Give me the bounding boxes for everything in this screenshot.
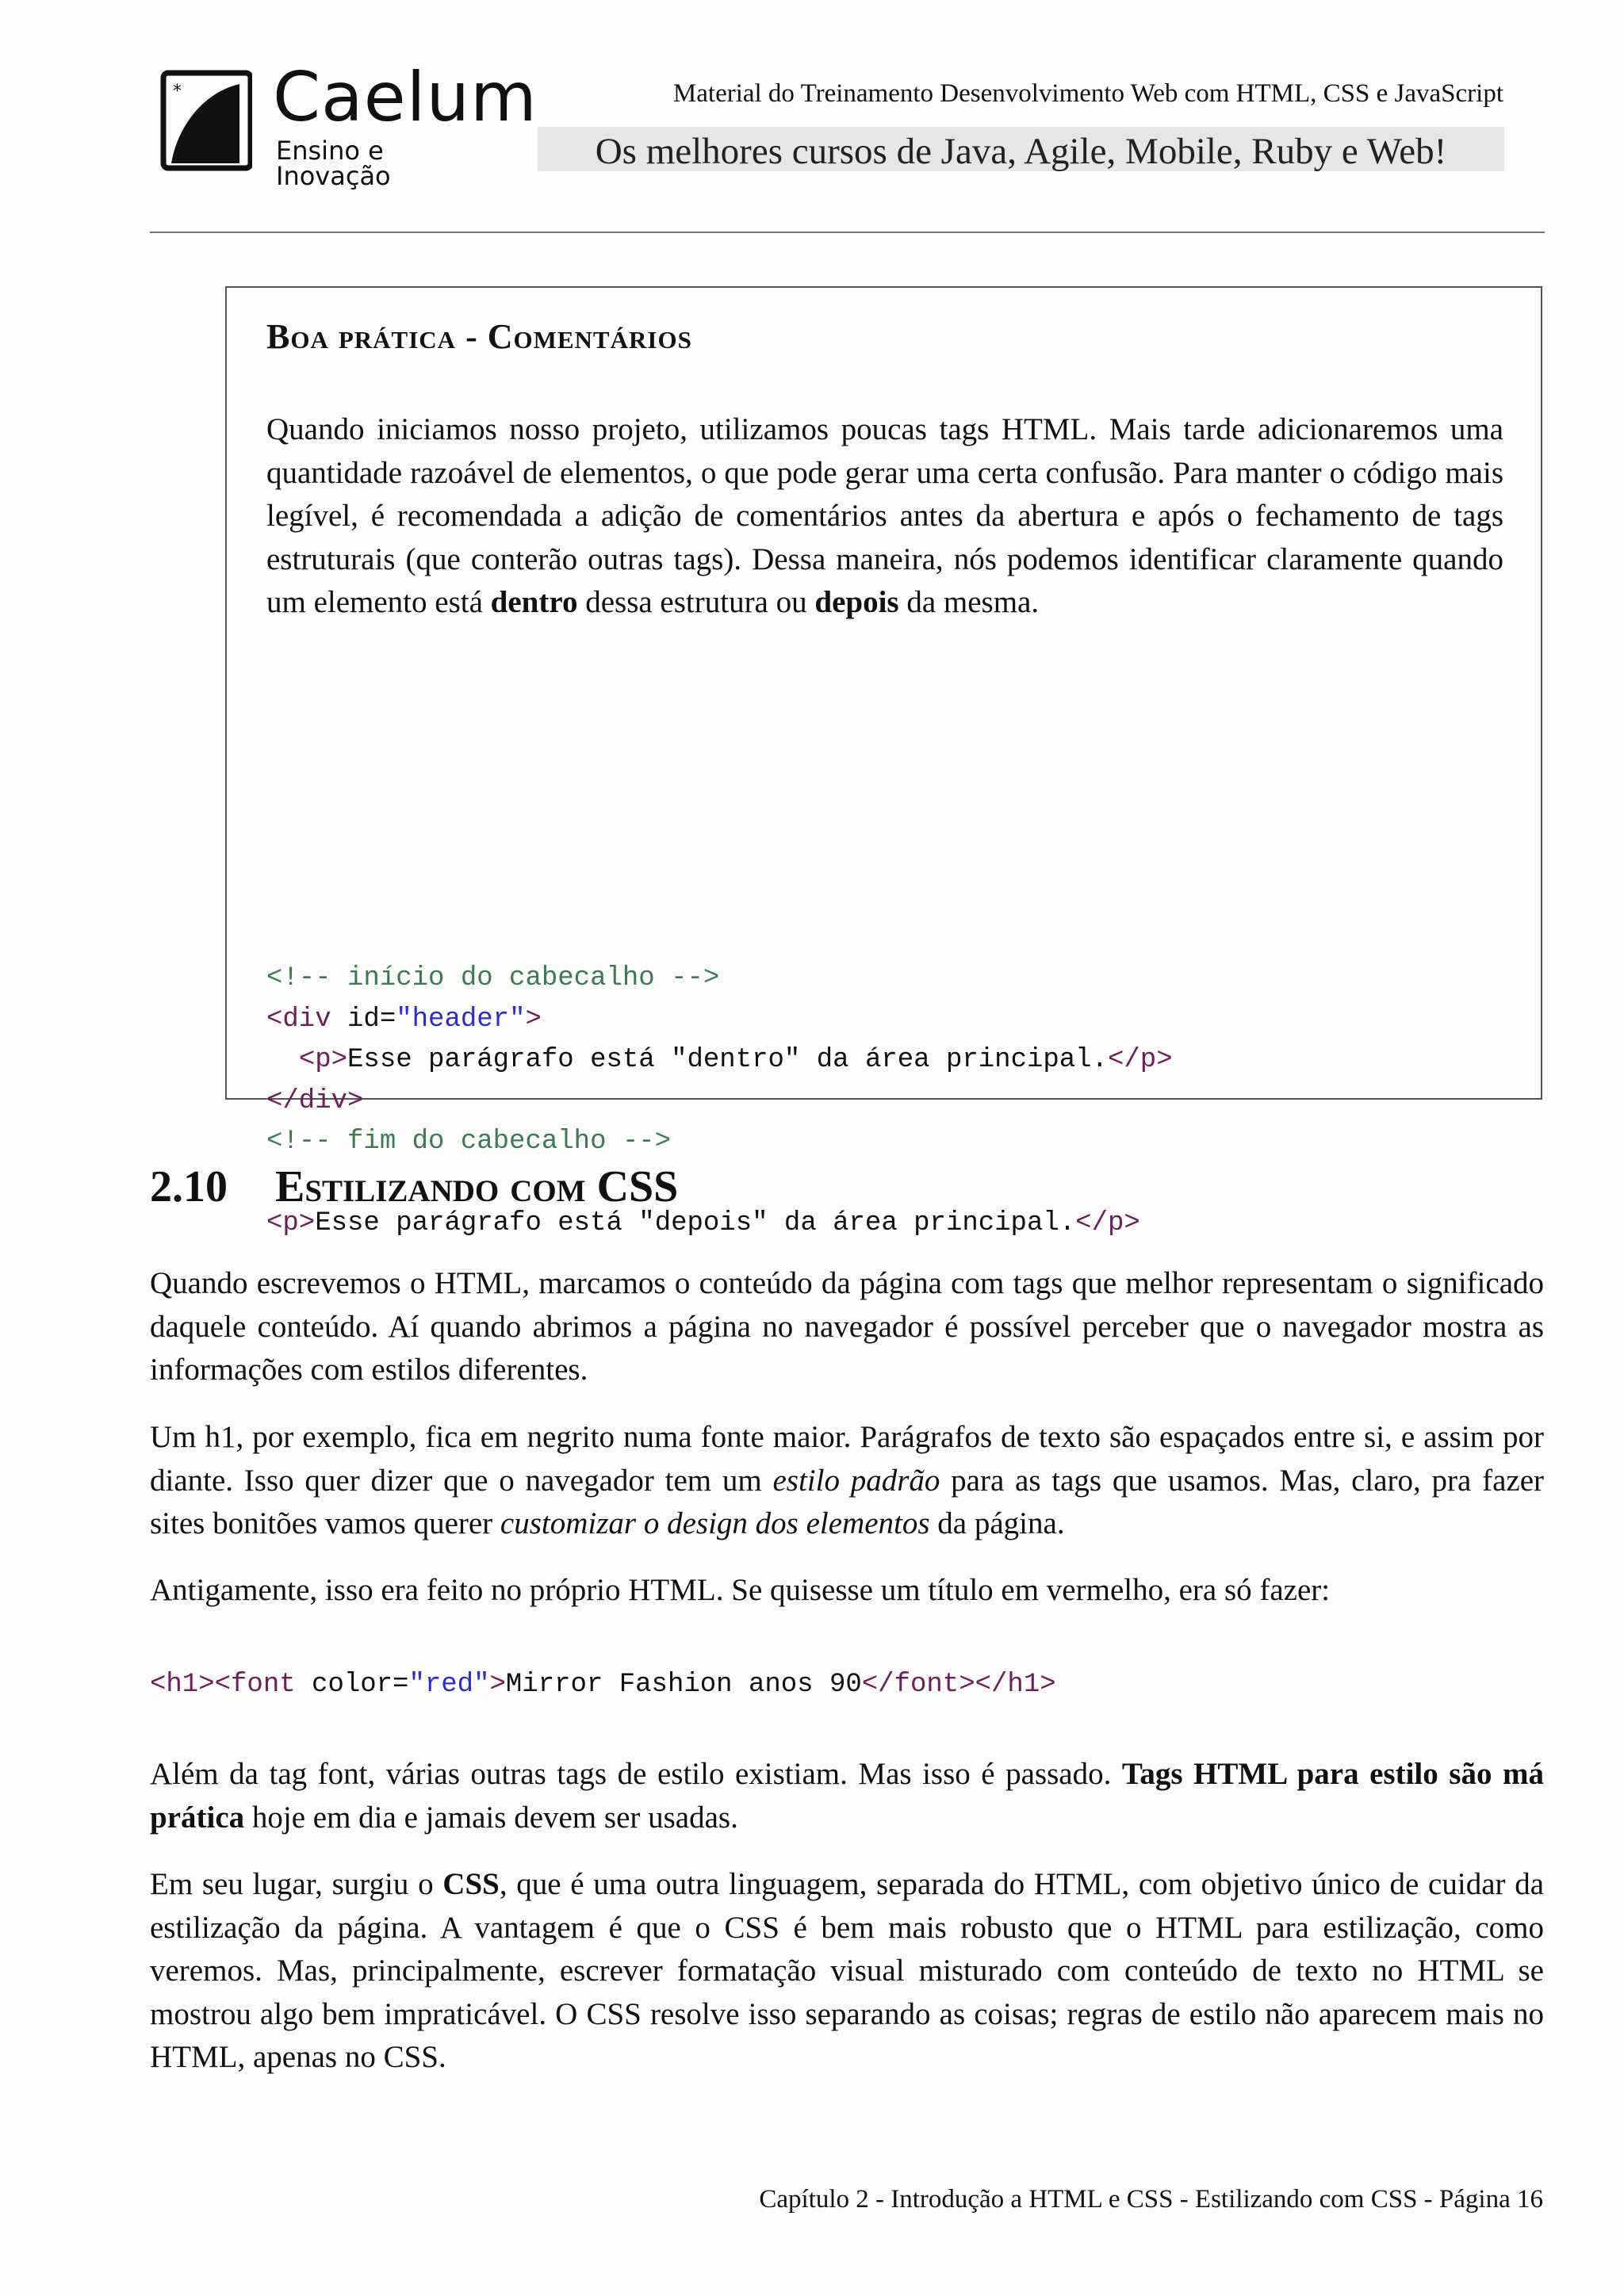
section-heading bbox=[150, 1161, 678, 1212]
header-slogan: Os melhores cursos de Java, Agile, Mobile, Ruby e Web! bbox=[595, 131, 1447, 172]
tip-title: Boa prática - Comentários bbox=[266, 317, 692, 356]
svg-text:*: * bbox=[173, 82, 182, 101]
paragraph-5: Em seu lugar, surgiu o CSS, que é uma outra linguagem, separada do HTML, com objetivo único de cuidar da estilização da página. A vantagem é que o CSS é bem mais robusto que o HTML para estilização, como veremos. Mas, principalmente, escrever formatação visual misturado com conteúdo de texto no HTML se mostrou algo bem impraticável. O CSS resolve isso separando as coisas; regras de estilo não aparecem mais no HTML, apenas no CSS. bbox=[150, 1867, 1544, 2074]
paragraph-4: Além da tag font, várias outras tags de estilo existiam. Mas isso é passado. Tags HTML para estilo são má prática hoje em dia e jamais devem ser usadas. bbox=[150, 1757, 1544, 1835]
header-divider bbox=[150, 232, 1545, 233]
code-comment: <!-- fim do cabecalho --> bbox=[266, 1127, 672, 1157]
header-slogan-bar bbox=[538, 127, 1504, 171]
header-material-title: Material do Treinamento Desenvolvimento Web com HTML, CSS e JavaScript bbox=[672, 79, 1503, 108]
caelum-logo-mark-icon bbox=[157, 70, 252, 171]
logo-name: Caelum bbox=[273, 58, 538, 137]
font-tag-code: <h1><font color="red">Mirror Fashion anos 90</font></h1> bbox=[150, 1670, 1056, 1700]
section-number: 2.10 bbox=[150, 1162, 228, 1211]
logo-tagline: Ensino e Inovação bbox=[276, 136, 391, 191]
tip-code-block: <!-- início do cabecalho --> <div id="header"> <p>Esse parágrafo está "dentro" da área principal.</p> </div> <!-- fim do cabecalho --> <p>Esse parágrafo está "depois" da área principal.</p> bbox=[266, 963, 1173, 1238]
tip-paragraph: Quando iniciamos nosso projeto, utilizamos poucas tags HTML. Mais tarde adicionaremos uma quantidade razoável de elementos, o que pode gerar uma certa confusão. Para manter o código mais legível, é recomendada a adição de comentários antes da abertura e após o fechamento de tags estruturais (que conterão outras tags). Dessa maneira, nós podemos identificar claramente quando um elemento está dentro dessa estrutura ou depois da mesma. bbox=[266, 412, 1503, 619]
bold-depois: depois bbox=[814, 585, 899, 619]
code-comment: <!-- início do cabecalho --> bbox=[266, 963, 720, 993]
paragraph-3: Antigamente, isso era feito no próprio HTML. Se quisesse um título em vermelho, era só fazer: bbox=[150, 1573, 1331, 1607]
paragraph-2: Um h1, por exemplo, fica em negrito numa fonte maior. Parágrafos de texto são espaçados entre si, e assim por diante. Isso quer dizer que o navegador tem um estilo padrão para as tags que usamos. Mas, claro, pra fazer sites bonitões vamos querer customizar o design dos elementos da página. bbox=[150, 1420, 1544, 1540]
page-footer: Capítulo 2 - Introdução a HTML e CSS - Estilizando com CSS - Página 16 bbox=[759, 2185, 1543, 2214]
section-title: Estilizando com CSS bbox=[275, 1162, 679, 1211]
caelum-logo bbox=[157, 58, 538, 191]
paragraph-1: Quando escrevemos o HTML, marcamos o conteúdo da página com tags que melhor representam o significado daquele conteúdo. Aí quando abrimos a página no navegador é possível perceber que o navegador mostra as informações com estilos diferentes. bbox=[150, 1266, 1544, 1387]
bold-dentro: dentro bbox=[490, 585, 578, 619]
